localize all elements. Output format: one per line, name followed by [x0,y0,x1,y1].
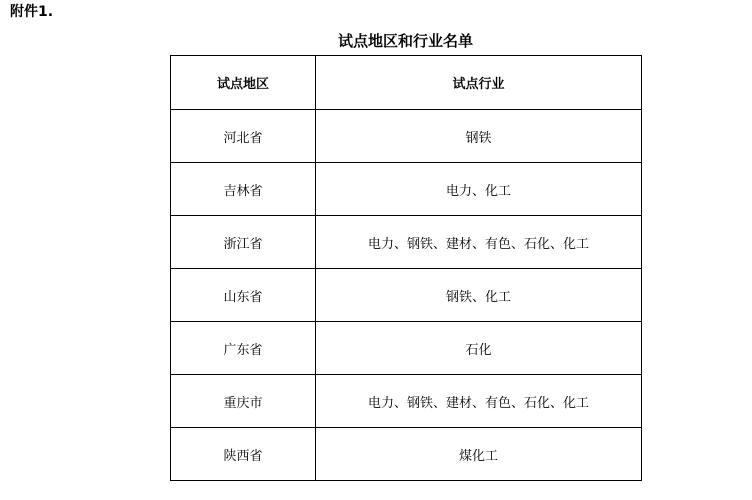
table-row [171,110,642,163]
industry-cell: 煤化工 [316,428,642,481]
industry-cell: 电力、钢铁、建材、有色、石化、化工 [316,216,642,269]
industry-cell: 石化 [316,322,642,375]
industry-cell: 电力、化工 [316,163,642,216]
header-region: 试点地区 [171,56,316,110]
table-row [171,428,642,481]
table-title: 试点地区和行业名单 [337,32,473,50]
table-row [171,269,642,322]
region-cell: 吉林省 [171,163,316,216]
region-cell: 陕西省 [171,428,316,481]
region-cell: 浙江省 [171,216,316,269]
region-cell: 山东省 [171,269,316,322]
table-header-row [171,56,642,110]
table-row [171,163,642,216]
table-row [171,322,642,375]
header-industry: 试点行业 [316,56,642,110]
pilot-list-table [170,55,642,481]
region-cell: 河北省 [171,110,316,163]
attachment-label: 附件1. [10,4,54,20]
table-row [171,375,642,428]
industry-cell: 钢铁、化工 [316,269,642,322]
table-row [171,216,642,269]
industry-cell: 钢铁 [316,110,642,163]
region-cell: 重庆市 [171,375,316,428]
industry-cell: 电力、钢铁、建材、有色、石化、化工 [316,375,642,428]
region-cell: 广东省 [171,322,316,375]
